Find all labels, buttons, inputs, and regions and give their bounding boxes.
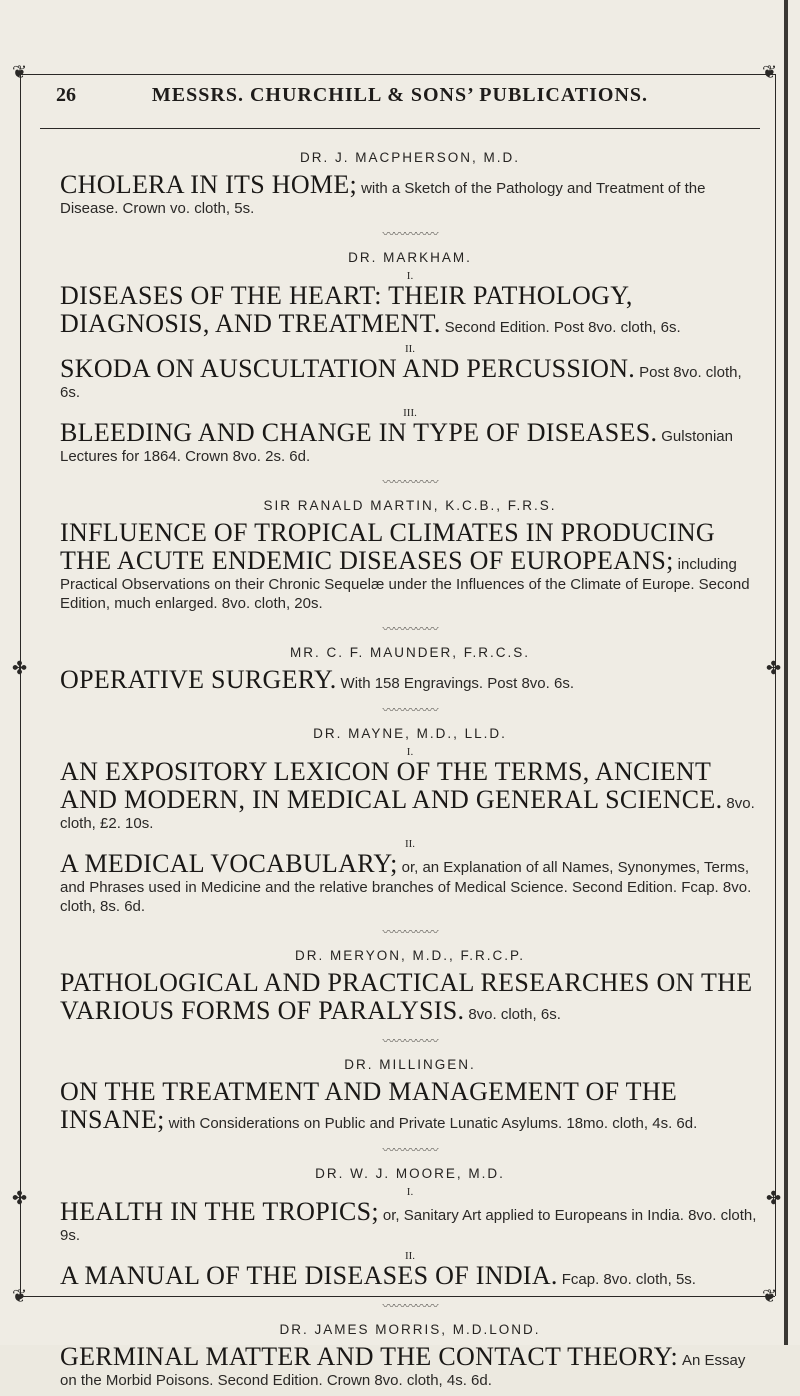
book-entry <box>60 666 760 694</box>
author-heading: SIR RANALD MARTIN, K.C.B., F.R.S. <box>263 498 557 513</box>
book-entry <box>60 519 760 613</box>
wavy-divider: 〰〰〰〰〰 <box>382 227 438 241</box>
book-title: A MANUAL OF THE DISEASES OF INDIA. <box>60 1261 558 1290</box>
entry-numeral: I. <box>406 746 414 758</box>
book-description: With 158 Engravings. Post 8vo. 6s. <box>340 675 574 692</box>
wavy-divider: 〰〰〰〰〰 <box>382 703 438 717</box>
book-title: CHOLERA IN ITS HOME; <box>60 170 358 199</box>
author-heading: DR. W. J. MOORE, M.D. <box>315 1166 505 1181</box>
book-entry <box>60 969 760 1025</box>
author-section <box>60 1322 760 1390</box>
catalogue-content <box>60 150 760 1396</box>
book-entry <box>60 282 760 338</box>
book-entry <box>60 1262 760 1290</box>
author-section <box>60 250 760 466</box>
book-description: with Considerations on Public and Private Lunatic Asylums. 18mo. cloth, 4s. 6d. <box>168 1115 698 1132</box>
wavy-divider: 〰〰〰〰〰 <box>382 925 438 939</box>
wavy-divider: 〰〰〰〰〰 <box>382 1299 438 1313</box>
book-entry <box>60 1198 760 1245</box>
wavy-divider: 〰〰〰〰〰 <box>382 1034 438 1048</box>
entry-numeral: II. <box>404 1250 416 1262</box>
entry-numeral: II. <box>404 838 416 850</box>
book-description: or, an Explanation of all Names, Synonymes, Terms, and Phrases used in Medicine and the relative branches of Medical Science. Second Edition. Fcap. 8vo. cloth, 8s. 6d. <box>60 859 752 915</box>
book-title: HEALTH IN THE TROPICS; <box>60 1197 379 1226</box>
author-heading: DR. J. MACPHERSON, M.D. <box>299 150 520 165</box>
book-description: or, Sanitary Art applied to Europeans in India. 8vo. cloth, 9s. <box>60 1207 757 1244</box>
book-entry <box>60 1078 760 1134</box>
book-description: Post 8vo. cloth, 6s. <box>60 364 742 401</box>
book-entry <box>60 1343 760 1390</box>
book-title: DISEASES OF THE HEART: THEIR PATHOLOGY, DIAGNOSIS, AND TREATMENT. <box>60 281 633 338</box>
corner-ornament-icon: ❦ <box>762 1286 778 1307</box>
running-head: MESSRS. CHURCHILL & SONS’ PUBLICATIONS. <box>151 84 649 106</box>
author-heading: DR. MILLINGEN. <box>344 1057 476 1072</box>
book-entry <box>60 355 760 402</box>
author-section <box>60 1166 760 1290</box>
book-entry <box>60 419 760 466</box>
top-border-rule <box>20 74 775 75</box>
entry-numeral: II. <box>404 343 416 355</box>
book-description: including Practical Observations on their Chronic Sequelæ under the Influences of the Climate of Europe. Second Edition, much enlarged. 8vo. cloth, 20s. <box>60 556 750 612</box>
author-section <box>60 498 760 613</box>
book-description: Gulstonian Lectures for 1864. Crown 8vo. 2s. 6d. <box>60 428 733 465</box>
book-title: INFLUENCE OF TROPICAL CLIMATES IN PRODUCING THE ACUTE ENDEMIC DISEASES OF EUROPEANS; <box>60 518 715 575</box>
page-edge-shadow <box>784 0 788 1345</box>
book-description: 8vo. cloth, 6s. <box>468 1006 561 1023</box>
book-title: OPERATIVE SURGERY. <box>60 665 337 694</box>
book-title: BLEEDING AND CHANGE IN TYPE OF DISEASES. <box>60 418 658 447</box>
page-number: 26 <box>56 84 76 106</box>
header-underline-rule <box>40 128 760 129</box>
book-title: ON THE TREATMENT AND MANAGEMENT OF THE INSANE; <box>60 1077 678 1134</box>
corner-ornament-icon: ❦ <box>12 62 28 83</box>
author-heading: DR. MAYNE, M.D., LL.D. <box>313 726 507 741</box>
book-description: Second Edition. Post 8vo. cloth, 6s. <box>444 319 681 336</box>
wavy-divider: 〰〰〰〰〰 <box>382 622 438 636</box>
corner-ornament-icon: ❦ <box>12 1286 28 1307</box>
author-section <box>60 948 760 1025</box>
page-header <box>40 84 760 114</box>
side-ornament-icon: ✤ <box>12 658 28 679</box>
author-heading: DR. MARKHAM. <box>348 250 472 265</box>
wavy-divider: 〰〰〰〰〰 <box>382 475 438 489</box>
side-ornament-icon: ✤ <box>766 1188 782 1209</box>
book-title: GERMINAL MATTER AND THE CONTACT THEORY: <box>60 1342 679 1371</box>
wavy-divider: 〰〰〰〰〰 <box>382 1143 438 1157</box>
book-title: SKODA ON AUSCULTATION AND PERCUSSION. <box>60 354 636 383</box>
book-description: with a Sketch of the Pathology and Treatment of the Disease. Crown vo. cloth, 5s. <box>60 180 706 217</box>
corner-ornament-icon: ❦ <box>762 62 778 83</box>
book-title: A MEDICAL VOCABULARY; <box>60 849 398 878</box>
book-title: AN EXPOSITORY LEXICON OF THE TERMS, ANCIENT AND MODERN, IN MEDICAL AND GENERAL SCIENCE. <box>60 757 723 814</box>
author-section <box>60 1057 760 1134</box>
author-section <box>60 150 760 218</box>
author-heading: DR. MERYON, M.D., F.R.C.P. <box>294 948 526 963</box>
book-entry <box>60 850 760 916</box>
book-description: 8vo. cloth, £2. 10s. <box>60 795 755 832</box>
book-entry <box>60 171 760 218</box>
author-section <box>60 645 760 694</box>
author-heading: MR. C. F. MAUNDER, F.R.C.S. <box>289 645 530 660</box>
book-description: An Essay on the Morbid Poisons. Second Edition. Crown 8vo. cloth, 4s. 6d. <box>60 1352 746 1389</box>
author-section <box>60 726 760 916</box>
side-ornament-icon: ✤ <box>766 658 782 679</box>
book-entry <box>60 758 760 833</box>
entry-numeral: I. <box>406 1186 414 1198</box>
book-description: Fcap. 8vo. cloth, 5s. <box>561 1271 696 1288</box>
entry-numeral: III. <box>403 407 417 419</box>
entry-numeral: I. <box>406 270 414 282</box>
book-title: PATHOLOGICAL AND PRACTICAL RESEARCHES ON THE VARIOUS FORMS OF PARALYSIS. <box>60 968 753 1025</box>
side-ornament-icon: ✤ <box>12 1188 28 1209</box>
left-border-rule <box>20 74 21 1296</box>
right-border-rule <box>775 74 776 1296</box>
author-heading: DR. JAMES MORRIS, M.D.LOND. <box>279 1322 541 1337</box>
